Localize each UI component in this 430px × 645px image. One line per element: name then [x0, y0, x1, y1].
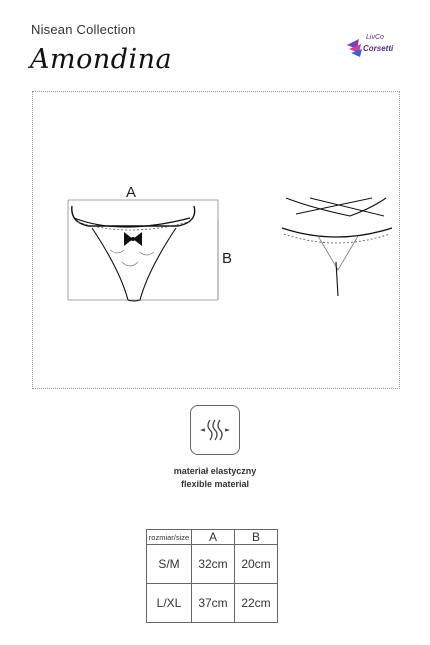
material-label-pl: materiał elastyczny	[173, 466, 257, 476]
elastic-material-icon	[190, 405, 240, 455]
size-table	[146, 529, 278, 623]
brand-name-line1: LivCo	[366, 34, 384, 41]
size-table-header: B	[235, 530, 278, 545]
model-name: Amondina	[30, 44, 173, 75]
size-table-row	[147, 545, 278, 584]
size-value-b: 22cm	[235, 584, 278, 623]
size-label: L/XL	[147, 584, 192, 623]
front-view-garment	[72, 206, 195, 301]
size-table-header: A	[192, 530, 235, 545]
size-table-header-row	[147, 530, 278, 545]
size-label: S/M	[147, 545, 192, 584]
size-table-header: rozmiar/size	[147, 530, 192, 545]
size-value-a: 32cm	[192, 545, 235, 584]
size-table-row	[147, 584, 278, 623]
brand-name-line2: Corsetti	[363, 44, 394, 53]
size-value-b: 20cm	[235, 545, 278, 584]
dimension-a-label: A	[126, 184, 137, 201]
dimension-b-label: B	[222, 250, 233, 267]
size-value-a: 37cm	[192, 584, 235, 623]
back-view-garment	[282, 198, 392, 296]
collection-name: Nisean Collection	[31, 22, 136, 37]
material-label-en: flexible material	[180, 479, 250, 489]
